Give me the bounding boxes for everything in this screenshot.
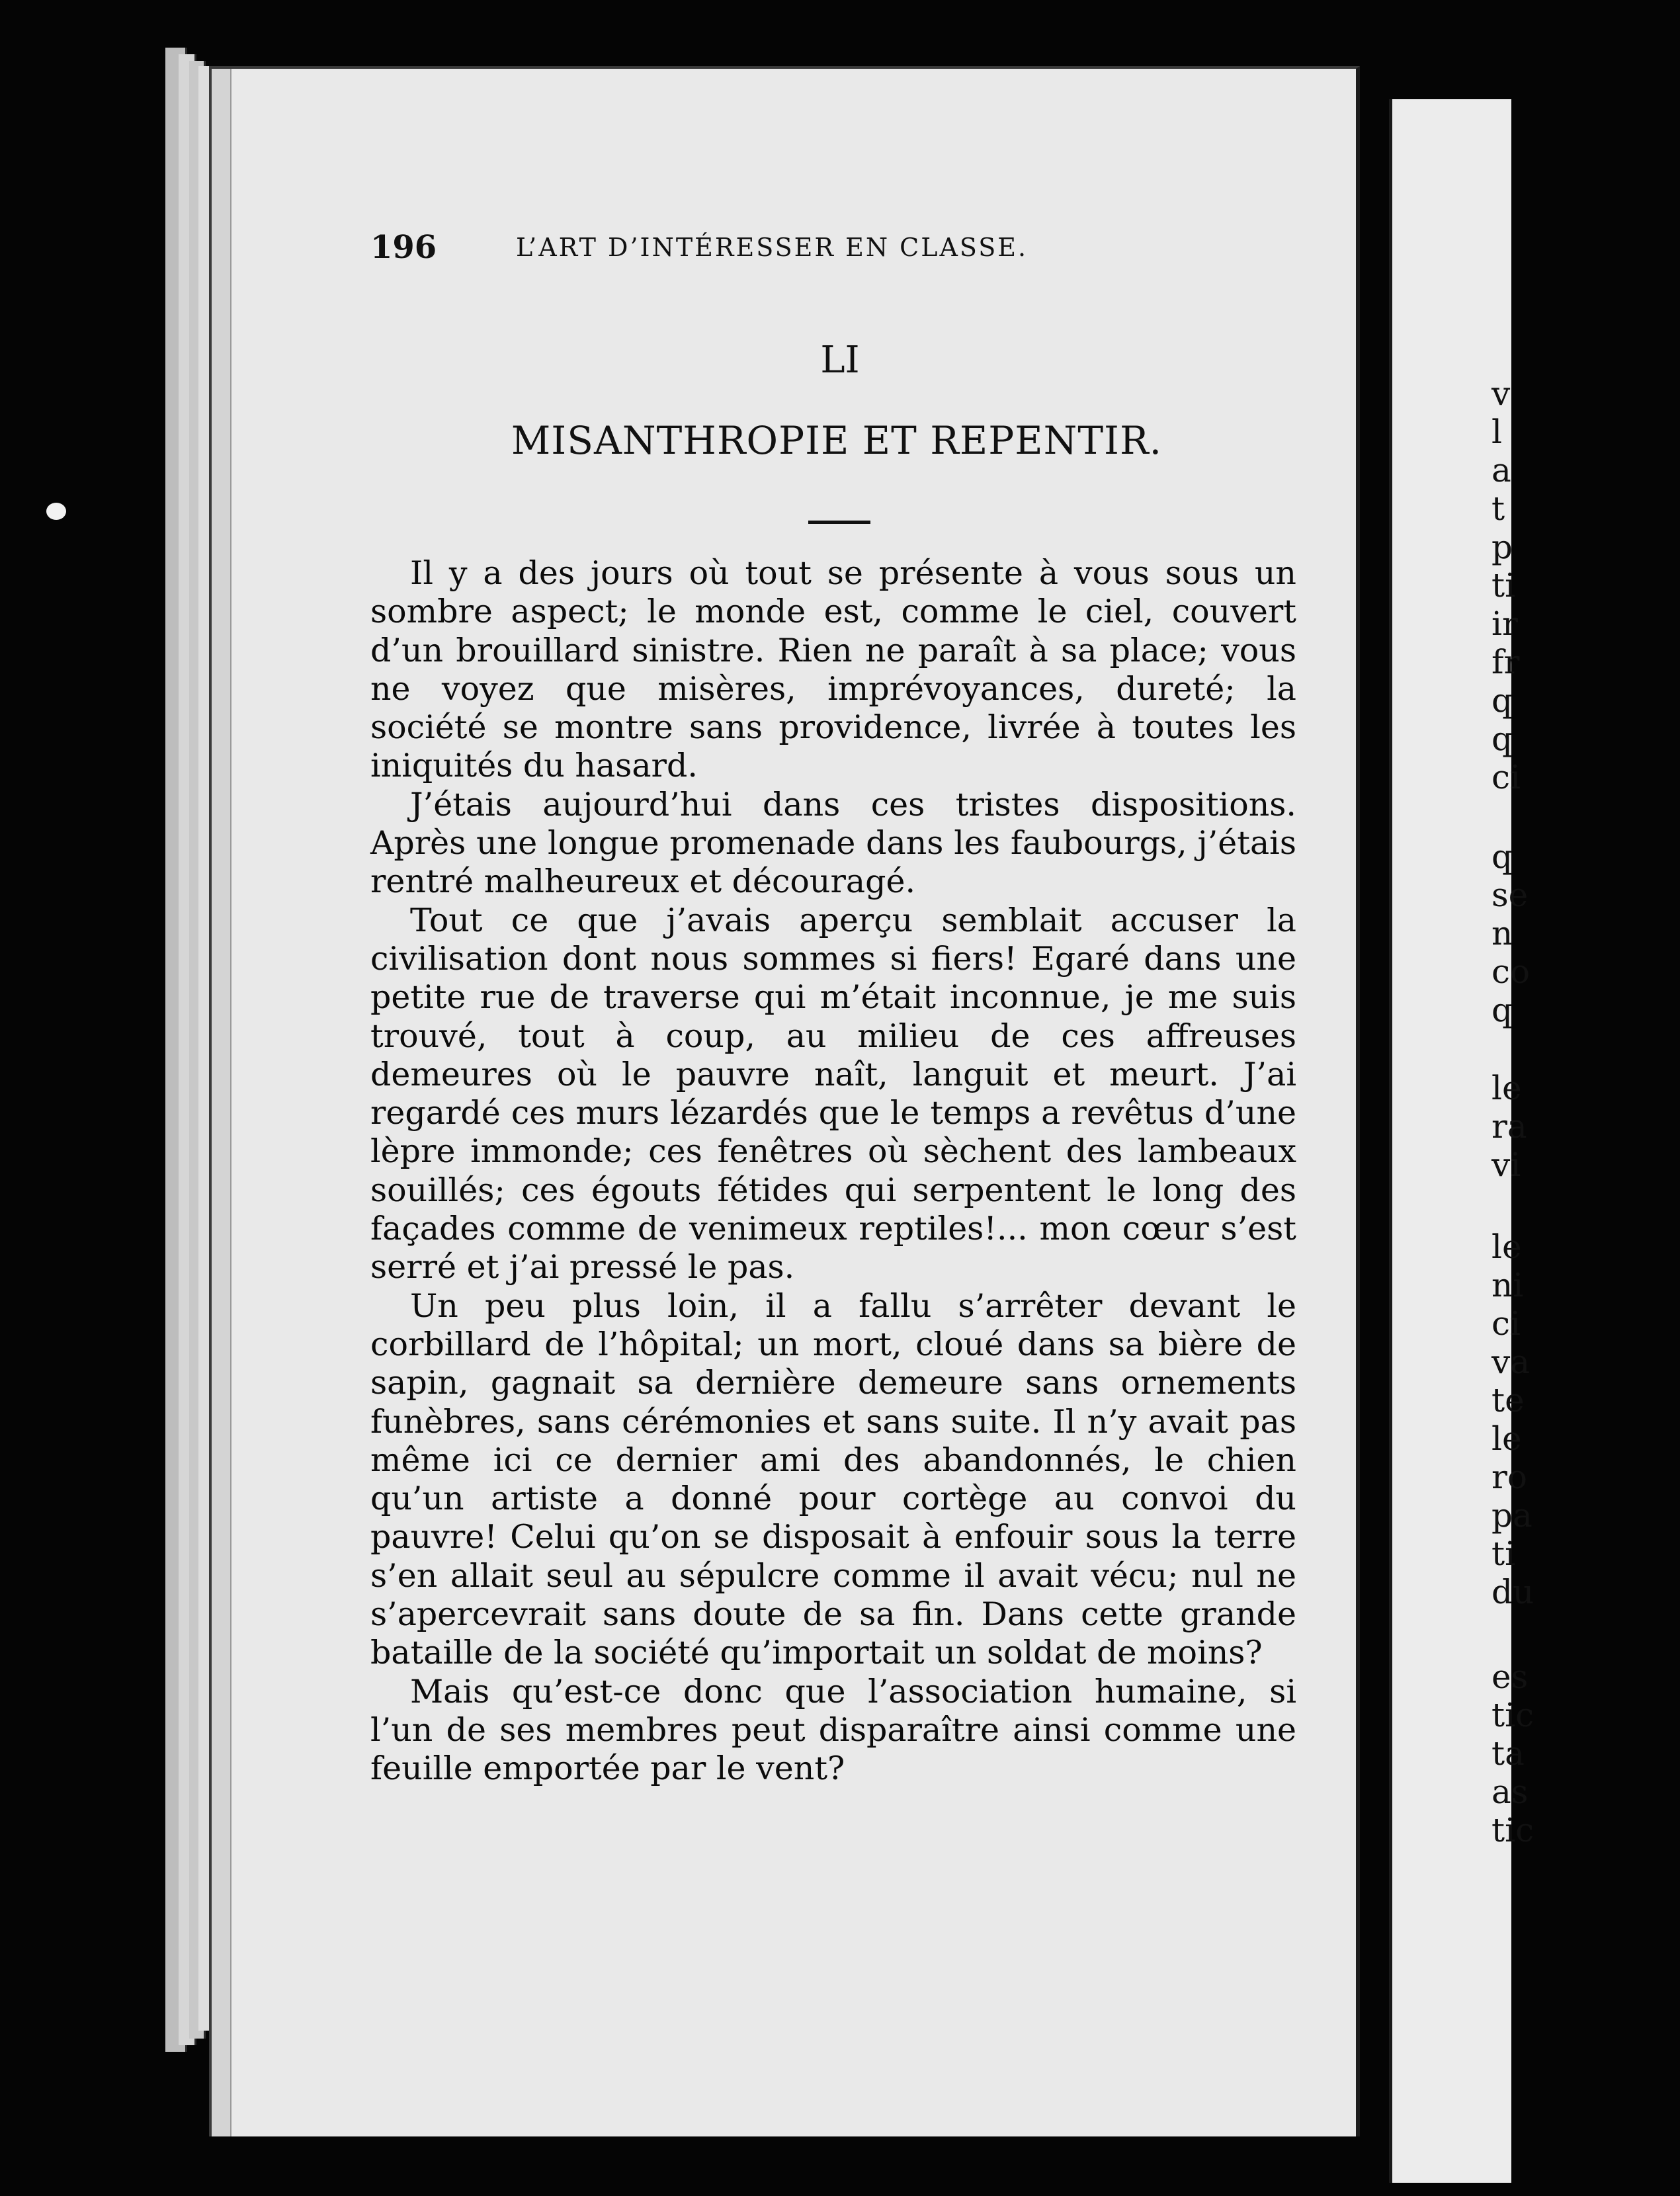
adjacent-page-fragment: a — [1491, 451, 1511, 489]
adjacent-page-fragment: l — [1491, 413, 1502, 451]
adjacent-page-fragment: du — [1491, 1573, 1534, 1611]
paragraph: J’étais aujourd’hui dans ces tristes dispositions. Après une longue promenade dans les faubourgs, j’étais rentré malheureux et découragé. — [370, 785, 1296, 901]
adjacent-page-fragment: q — [1491, 720, 1513, 758]
adjacent-page-fragment: vi — [1491, 1146, 1521, 1184]
adjacent-page-fragment: se — [1491, 876, 1529, 914]
running-title: L’ART D’INTÉRESSER EN CLASSE. — [516, 233, 1029, 262]
title-rule — [808, 521, 870, 524]
adjacent-page-fragment: ti — [1491, 1535, 1516, 1573]
page-number: 196 — [370, 229, 437, 266]
body-text — [370, 554, 1296, 1789]
adjacent-page-fragment: p — [1491, 528, 1513, 566]
adjacent-page-fragment: q — [1491, 837, 1513, 876]
adjacent-page-fragment: tic — [1491, 1696, 1534, 1734]
adjacent-page-fragment: ci — [1491, 1304, 1521, 1343]
adjacent-page — [1389, 99, 1534, 2183]
adjacent-page-fragment: pa — [1491, 1496, 1533, 1535]
adjacent-page-fragment: ra — [1491, 1107, 1527, 1146]
adjacent-page-fragment: ir — [1491, 605, 1518, 643]
adjacent-page-fragment: le — [1491, 1419, 1522, 1458]
adjacent-page-fragment: va — [1491, 1343, 1531, 1381]
paragraph: Tout ce que j’avais aperçu semblait accuser la civilisation dont nous sommes si fiers! Egaré dans une petite rue de traverse qui m’était inconnue, je me suis trouvé, tout à coup, au milieu de ces affreuses demeures où le pauvre naît, languit et meurt. J’ai regardé ces murs lézardés que le temps a revêtus d’une lèpre immonde; ces fenêtres où sèchent des lambeaux souillés; ces égouts fétides qui serpentent le long des façades comme de venimeux reptiles!... mon cœur s’est serré et j’ai pressé le pas. — [370, 901, 1296, 1287]
adjacent-page-fragment: te — [1491, 1381, 1525, 1419]
chapter-number: LI — [820, 339, 860, 382]
adjacent-page-fragment: es — [1491, 1658, 1529, 1696]
adjacent-page-fragment: q — [1491, 991, 1513, 1029]
scan-speck — [46, 503, 66, 520]
paragraph: Un peu plus loin, il a fallu s’arrêter devant le corbillard de l’hôpital; un mort, cloué dans sa bière de sapin, gagnait sa dernière demeure sans ornements funèbres, sans cérémonies et sans suite. Il n’y avait pas même ici ce dernier ami des abandonnés, le chien qu’un artiste a donné pour cortège au convoi du pauvre! Celui qu’on se disposait à enfouir sous la terre s’en allait seul au sépulcre comme il avait vécu; nul ne s’apercevrait sans doute de sa fin. Dans cette grande bataille de la société qu’importait un soldat de moins? — [370, 1287, 1296, 1672]
adjacent-page-fragment: co — [1491, 952, 1531, 991]
adjacent-page-fragment: t — [1491, 489, 1505, 528]
adjacent-page-fragment: le — [1491, 1069, 1522, 1107]
adjacent-page-fragment: ta — [1491, 1734, 1525, 1773]
adjacent-page-fragment: n — [1491, 914, 1513, 952]
adjacent-page-fragment: fr — [1491, 643, 1520, 681]
adjacent-page-fragment: ti — [1491, 566, 1516, 605]
adjacent-page-fragment: v — [1491, 374, 1511, 413]
chapter-title: MISANTHROPIE ET REPENTIR. — [511, 418, 1163, 463]
adjacent-page-fragment: q — [1491, 681, 1513, 720]
adjacent-page-fragment: ni — [1491, 1266, 1524, 1304]
paragraph: Il y a des jours où tout se présente à vous sous un sombre aspect; le monde est, comme le ciel, couvert d’un brouillard sinistre. Rien ne paraît à sa place; vous ne voyez que misères, imprévoyances, dureté; la société se montre sans providence, livrée à toutes les iniquités du hasard. — [370, 554, 1296, 785]
adjacent-page-fragment: ci — [1491, 758, 1521, 796]
paragraph: Mais qu’est-ce donc que l’association humaine, si l’un de ses membres peut disparaître ainsi comme une feuille emportée par le vent? — [370, 1672, 1296, 1788]
adjacent-page-fragment: as — [1491, 1773, 1529, 1811]
adjacent-page-fragment: ro — [1491, 1458, 1528, 1496]
adjacent-page-fragment: tic — [1491, 1811, 1534, 1849]
adjacent-page-fragment: le — [1491, 1228, 1522, 1266]
